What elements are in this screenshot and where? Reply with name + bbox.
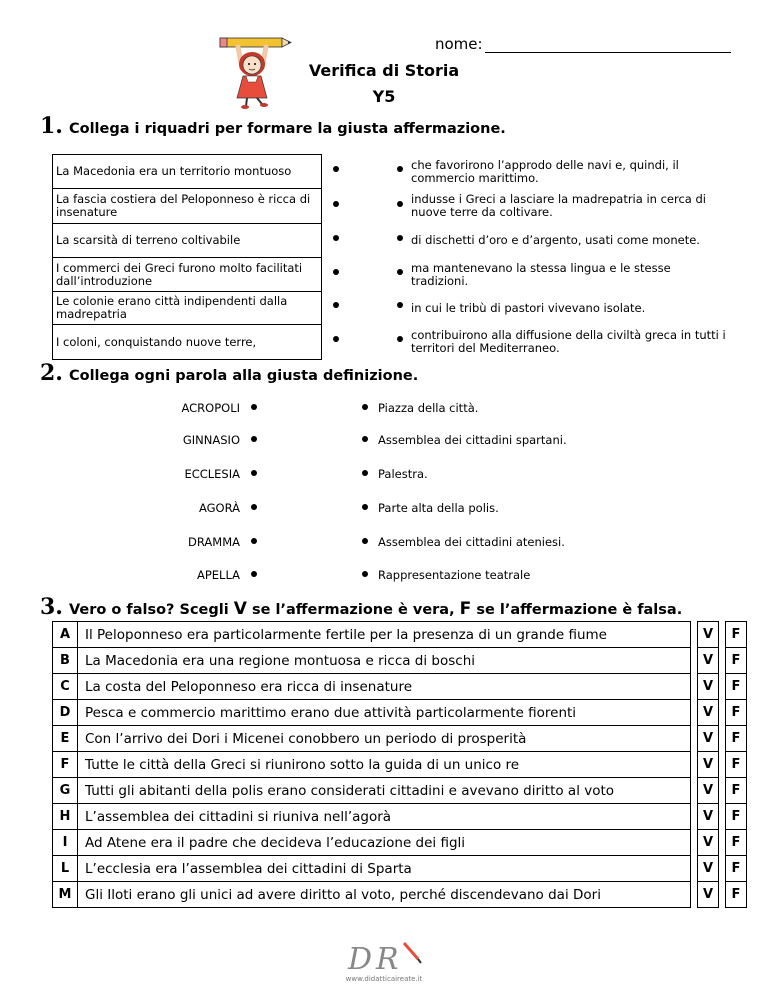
right-statement-1: che favorirono l’approdo delle navi e, quindi, il commercio marittimo. xyxy=(411,157,679,185)
row-spacer xyxy=(719,856,726,882)
table-row xyxy=(53,622,747,648)
exercise-3-heading xyxy=(40,594,682,620)
left-statement-2: La fascia costiera del Peloponneso è ricca di insenature xyxy=(52,188,322,224)
definition-3: Palestra. xyxy=(378,467,428,481)
svg-text:D: D xyxy=(348,942,373,977)
row-spacer xyxy=(719,778,726,804)
table-row xyxy=(53,648,747,674)
row-letter: I xyxy=(53,830,78,856)
definition-connector-dot[interactable] xyxy=(362,436,368,442)
exercise-3-instruction-a: Vero o falso? Scegli xyxy=(68,602,229,618)
true-option[interactable]: V xyxy=(698,804,719,830)
left-connector-dot[interactable] xyxy=(333,201,339,207)
row-letter: D xyxy=(53,700,78,726)
exercise-2-number: 2. xyxy=(40,360,63,386)
row-letter: B xyxy=(53,648,78,674)
true-option[interactable]: V xyxy=(698,778,719,804)
row-letter: L xyxy=(53,856,78,882)
false-option[interactable]: F xyxy=(726,778,747,804)
row-spacer xyxy=(719,622,726,648)
exercise-2-instruction: Collega ogni parola alla giusta definizione. xyxy=(68,368,419,384)
right-statement-3: di dischetti d’oro e d’argento, usati come monete. xyxy=(411,233,700,247)
true-option[interactable]: V xyxy=(698,882,719,908)
word-apella: APELLA xyxy=(196,568,240,582)
row-letter: E xyxy=(53,726,78,752)
row-letter: H xyxy=(53,804,78,830)
left-statement-6: I coloni, conquistando nuove terre, xyxy=(52,324,322,360)
word-connector-dot[interactable] xyxy=(251,571,257,577)
left-statement-1: La Macedonia era un territorio montuoso xyxy=(52,154,322,189)
row-letter: C xyxy=(53,674,78,700)
row-statement: Gli Iloti erano gli unici ad avere diritto al voto, perché discendevano dai Dori xyxy=(78,882,691,908)
row-statement: Tutte le città della Greci si riunirono sotto la guida di un unico re xyxy=(78,752,691,778)
right-connector-dot[interactable] xyxy=(397,166,403,172)
table-row xyxy=(53,778,747,804)
row-spacer xyxy=(691,882,698,908)
row-spacer xyxy=(691,752,698,778)
definition-4: Parte alta della polis. xyxy=(378,501,499,515)
true-option[interactable]: V xyxy=(698,830,719,856)
right-connector-dot[interactable] xyxy=(397,302,403,308)
row-statement: La Macedonia era una regione montuosa e ricca di boschi xyxy=(78,648,691,674)
row-spacer xyxy=(691,622,698,648)
exercise-3-instruction-b: se l’affermazione è vera, xyxy=(252,602,455,618)
true-option[interactable]: V xyxy=(698,700,719,726)
definition-2: Assemblea dei cittadini spartani. xyxy=(378,433,567,447)
row-spacer xyxy=(719,700,726,726)
row-statement: La costa del Peloponneso era ricca di insenature xyxy=(78,674,691,700)
definition-connector-dot[interactable] xyxy=(362,470,368,476)
left-statement-5: Le colonie erano città indipendenti dalla madrepatria xyxy=(52,291,322,325)
left-connector-dot[interactable] xyxy=(333,166,339,172)
word-dramma: DRAMMA xyxy=(188,535,240,549)
svg-text:R: R xyxy=(376,942,399,977)
row-statement: Pesca e commercio marittimo erano due attività particolarmente fiorenti xyxy=(78,700,691,726)
row-spacer xyxy=(719,726,726,752)
definition-connector-dot[interactable] xyxy=(362,504,368,510)
row-spacer xyxy=(691,726,698,752)
false-option[interactable]: F xyxy=(726,752,747,778)
name-input-line[interactable] xyxy=(485,38,731,53)
false-option[interactable]: F xyxy=(726,700,747,726)
true-option[interactable]: V xyxy=(698,622,719,648)
name-label: nome: xyxy=(435,35,483,53)
definition-connector-dot[interactable] xyxy=(362,571,368,577)
definition-connector-dot[interactable] xyxy=(362,404,368,410)
exercise-2-heading xyxy=(40,360,418,386)
left-connector-dot[interactable] xyxy=(333,235,339,241)
name-field[interactable] xyxy=(435,35,731,53)
true-option[interactable]: V xyxy=(698,856,719,882)
dr-pencil-logo-icon xyxy=(342,937,432,977)
row-statement: Il Peloponneso era particolarmente fertile per la presenza di un grande fiume xyxy=(78,622,691,648)
word-connector-dot[interactable] xyxy=(251,436,257,442)
row-spacer xyxy=(691,778,698,804)
word-connector-dot[interactable] xyxy=(251,538,257,544)
row-spacer xyxy=(719,804,726,830)
exercise-1-instruction: Collega i riquadri per formare la giusta affermazione. xyxy=(68,121,506,137)
row-spacer xyxy=(691,804,698,830)
left-connector-dot[interactable] xyxy=(333,336,339,342)
definition-6: Rappresentazione teatrale xyxy=(378,568,531,582)
table-row xyxy=(53,674,747,700)
row-spacer xyxy=(691,700,698,726)
right-statement-5: in cui le tribù di pastori vivevano isolate. xyxy=(411,300,646,315)
row-letter: A xyxy=(53,622,78,648)
word-ecclesia: ECCLESIA xyxy=(184,467,240,481)
word-agora: AGORÀ xyxy=(198,501,240,515)
left-connector-dot[interactable] xyxy=(333,302,339,308)
table-row xyxy=(53,804,747,830)
false-option[interactable]: F xyxy=(726,804,747,830)
row-letter: F xyxy=(53,752,78,778)
right-connector-dot[interactable] xyxy=(397,336,403,342)
row-statement: Ad Atene era il padre che decideva l’educazione dei figli xyxy=(78,830,691,856)
left-statement-4: I commerci dei Greci furono molto facilitati dall’introduzione xyxy=(52,257,322,292)
row-spacer xyxy=(691,830,698,856)
table-row xyxy=(53,726,747,752)
true-option[interactable]: V xyxy=(698,752,719,778)
false-option[interactable]: F xyxy=(726,830,747,856)
right-connector-dot[interactable] xyxy=(397,201,403,207)
true-false-table xyxy=(52,621,747,908)
exercise-3-v-letter: V xyxy=(233,599,247,619)
row-spacer xyxy=(691,856,698,882)
word-connector-dot[interactable] xyxy=(251,470,257,476)
false-option[interactable]: F xyxy=(726,726,747,752)
table-row xyxy=(53,700,747,726)
row-letter: M xyxy=(53,882,78,908)
right-connector-dot[interactable] xyxy=(397,235,403,241)
definition-1: Piazza della città. xyxy=(378,401,479,415)
right-connector-dot[interactable] xyxy=(397,269,403,275)
row-spacer xyxy=(691,674,698,700)
table-row xyxy=(53,856,747,882)
row-spacer xyxy=(719,674,726,700)
word-acropoli: ACROPOLI xyxy=(181,401,240,415)
table-row xyxy=(53,752,747,778)
footer-url: www.didatticaireate.it xyxy=(345,975,423,983)
row-spacer xyxy=(719,882,726,908)
table-row xyxy=(53,830,747,856)
right-statement-4: ma mantenevano la stessa lingua e le stesse tradizioni. xyxy=(411,260,671,288)
word-ginnasio: GINNASIO xyxy=(182,433,240,447)
row-statement: L’ecclesia era l’assemblea dei cittadini di Sparta xyxy=(78,856,691,882)
false-option[interactable]: F xyxy=(726,674,747,700)
word-connector-dot[interactable] xyxy=(251,404,257,410)
false-option[interactable]: F xyxy=(726,882,747,908)
exercise-3-instruction-c: se l’affermazione è falsa. xyxy=(476,602,683,618)
row-spacer xyxy=(719,752,726,778)
true-option[interactable]: V xyxy=(698,648,719,674)
row-spacer xyxy=(719,830,726,856)
page-subtitle: Y5 xyxy=(372,87,396,106)
exercise-3-number: 3. xyxy=(40,594,63,620)
right-statement-2: indusse i Greci a lasciare la madrepatria in cerca di nuove terre da coltivare. xyxy=(411,192,706,219)
false-option[interactable]: F xyxy=(726,648,747,674)
exercise-1-number: 1. xyxy=(40,113,63,139)
table-row xyxy=(53,882,747,908)
row-letter: G xyxy=(53,778,78,804)
true-option[interactable]: V xyxy=(698,726,719,752)
row-statement: Con l’arrivo dei Dori i Micenei conobbero un periodo di prosperità xyxy=(78,726,691,752)
row-spacer xyxy=(719,648,726,674)
row-spacer xyxy=(691,648,698,674)
definition-connector-dot[interactable] xyxy=(362,538,368,544)
right-statement-6: contribuirono alla diffusione della civiltà greca in tutti i territori del Mediterraneo. xyxy=(411,328,726,355)
exercise-1-heading xyxy=(40,113,506,139)
false-option[interactable]: F xyxy=(726,856,747,882)
true-option[interactable]: V xyxy=(698,674,719,700)
word-connector-dot[interactable] xyxy=(251,504,257,510)
page-title: Verifica di Storia xyxy=(308,61,460,80)
definition-5: Assemblea dei cittadini ateniesi. xyxy=(378,535,565,549)
left-statement-3: La scarsità di terreno coltivabile xyxy=(52,223,322,258)
row-statement: Tutti gli abitanti della polis erano considerati cittadini e avevano diritto al voto xyxy=(78,778,691,804)
false-option[interactable]: F xyxy=(726,622,747,648)
row-statement: L’assemblea dei cittadini si riuniva nell’agorà xyxy=(78,804,691,830)
exercise-3-f-letter: F xyxy=(459,599,472,619)
left-connector-dot[interactable] xyxy=(333,269,339,275)
